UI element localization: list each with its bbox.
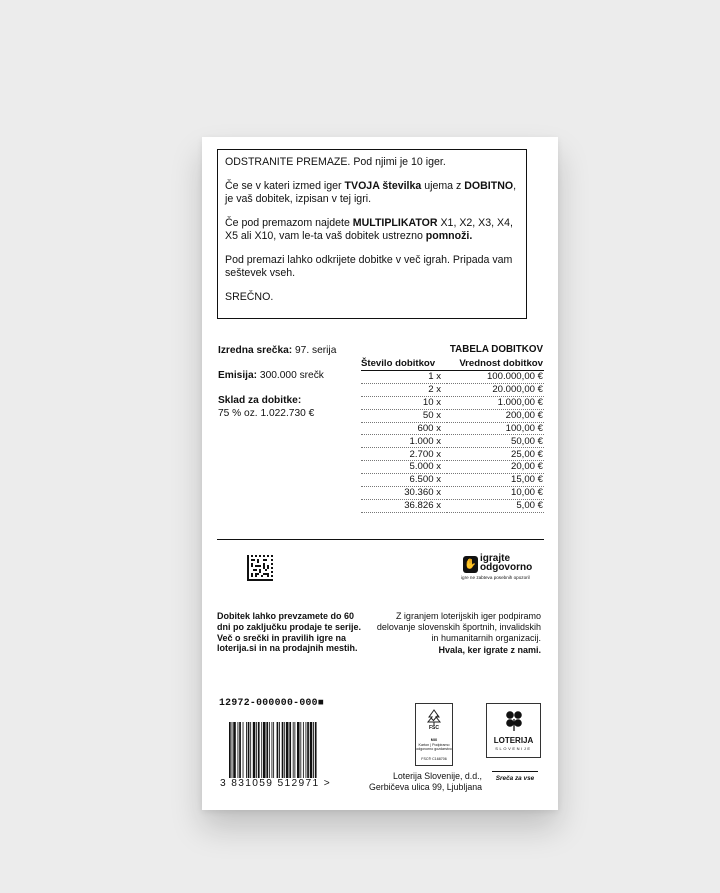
col-header-count: Število dobitkov [361,358,447,371]
fsc-desc: Karton | Podpiramo odgovorno gozdarstvo [416,743,452,751]
instructions-p3: Če pod premazom najdete MULTIPLIKATOR X1, X2, X3, X4, X5 ali X10, vam le-ta vaš dobitek ustrezno pomnoži. [225,217,513,242]
datamatrix-code-icon [247,555,273,581]
table-row [361,487,544,500]
instructions-p5: SREČNO. [225,291,274,303]
table-row [361,499,544,512]
slogan: Sreča za vse [495,775,535,782]
table-row [361,448,544,461]
company-address: Loterija Slovenije, d.d., Gerbičeva ulica 99, Ljubljana [369,771,482,792]
responsible-sub: igre ne zabteva posebnih opozoril [461,575,530,580]
fsc-label [415,703,453,766]
prize-count: 30.360 x [361,487,447,500]
prize-value: 100,00 € [447,422,544,435]
col-header-value: Vrednost dobitkov [447,358,544,371]
prize-value: 50,00 € [447,435,544,448]
series-info: Izredna srečka: 97. serija [218,345,337,356]
prize-count: 6.500 x [361,474,447,487]
prize-count: 10 x [361,396,447,409]
serial-number: 12972-000000-000■ [219,697,325,708]
table-row [361,422,544,435]
fsc-brand: FSC [429,725,439,731]
fsc-code: FSC® C168706 [421,757,447,761]
table-row [361,371,544,384]
prize-count: 5.000 x [361,461,447,474]
table-row [361,409,544,422]
prize-value: 100.000,00 € [447,371,544,384]
fund-info: Sklad za dobitke: 75 % oz. 1.022.730 € [218,395,315,419]
instructions-p4: Pod premazi lahko odkrijete dobitke v več igrah. Pripada vam seštevek vseh. [225,254,513,279]
prize-count: 1.000 x [361,435,447,448]
prize-table-title: TABELA DOBITKOV [449,344,543,355]
prize-value: 20,00 € [447,461,544,474]
instructions-box [217,149,527,319]
prize-value: 15,00 € [447,474,544,487]
clover-icon [505,710,523,732]
prize-count: 36.826 x [361,499,447,512]
slogan-rule [492,771,538,772]
prize-value: 20.000,00 € [447,383,544,396]
table-row [361,435,544,448]
prize-table [361,344,544,513]
table-row [361,461,544,474]
instructions-p1: ODSTRANITE PREMAZE. Pod njimi je 10 iger. [225,156,446,168]
lottery-ticket-back [202,137,558,810]
prize-value: 1.000,00 € [447,396,544,409]
responsible-line1: igrajte [480,553,511,564]
loterija-name: LOTERIJA [493,736,534,745]
table-row [361,474,544,487]
fsc-mix: MIX [430,738,438,742]
prize-value: 25,00 € [447,448,544,461]
responsible-gaming-logo [461,555,545,581]
prize-value: 10,00 € [447,487,544,500]
prize-count: 50 x [361,409,447,422]
prize-count: 1 x [361,371,447,384]
barcode-digits: 3 831059 512971 > [220,778,332,789]
tree-check-icon [425,708,443,726]
barcode [229,722,346,778]
loterija-logo [486,703,541,758]
prize-count: 2 x [361,383,447,396]
table-row [361,396,544,409]
hand-icon: ✋ [463,556,478,573]
table-row [361,383,544,396]
ticket-info [218,344,358,420]
loterija-sub: SLOVENIJE [495,746,532,751]
prize-value: 200,00 € [447,409,544,422]
divider [217,539,544,540]
instructions-p2: Če se v kateri izmed iger TVOJA številka ujema z DOBITNO, je vaš dobitek, izpisan v tej igri. [225,180,517,205]
responsible-line2: odgovorno [480,562,533,573]
prize-count: 600 x [361,422,447,435]
prize-count: 2.700 x [361,448,447,461]
support-note: Z igranjem loterijskih iger podpiramo delovanje slovenskih športnih, invalidskih in humanitarnih organizacij. Hvala, ker igrate z nami. [376,611,541,655]
prize-value: 5,00 € [447,499,544,512]
emission-info: Emisija: 300.000 srečk [218,370,324,381]
prize-claim-note: Dobitek lahko prevzamete do 60 dni po zaključku prodaje te serije. Več o srečki in pravilih igre na loterija.si in na prodajnih mestih. [217,611,362,654]
